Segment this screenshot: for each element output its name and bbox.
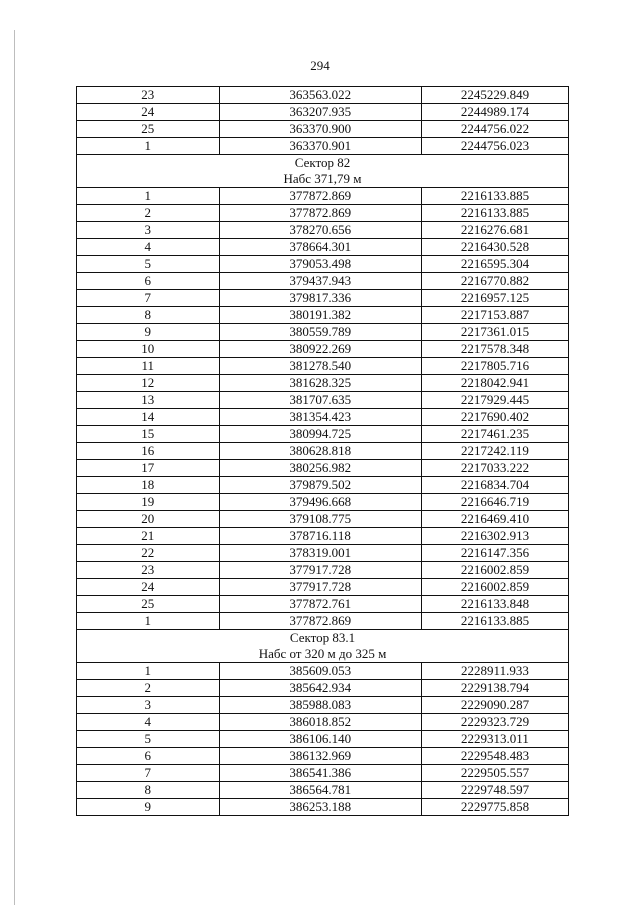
y-coordinate-cell: 2228911.933: [421, 663, 568, 680]
table-row: [77, 613, 569, 630]
table-row: [77, 104, 569, 121]
y-coordinate-cell: 2216133.848: [421, 596, 568, 613]
x-coordinate-cell: 363207.935: [219, 104, 421, 121]
x-coordinate-cell: 377872.869: [219, 188, 421, 205]
point-number-cell: 7: [77, 765, 220, 782]
table-row: [77, 460, 569, 477]
table-row: [77, 121, 569, 138]
table-row: [77, 188, 569, 205]
x-coordinate-cell: 380559.789: [219, 324, 421, 341]
section-altitude: Набс от 320 м до 325 м: [258, 646, 387, 661]
coordinates-table-body: [77, 87, 569, 816]
y-coordinate-cell: 2216430.528: [421, 239, 568, 256]
point-number-cell: 23: [77, 562, 220, 579]
point-number-cell: 4: [77, 239, 220, 256]
y-coordinate-cell: 2229775.858: [421, 799, 568, 816]
point-number-cell: 1: [77, 663, 220, 680]
table-row: [77, 494, 569, 511]
y-coordinate-cell: 2216770.882: [421, 273, 568, 290]
x-coordinate-cell: 363370.900: [219, 121, 421, 138]
x-coordinate-cell: 380994.725: [219, 426, 421, 443]
y-coordinate-cell: 2216646.719: [421, 494, 568, 511]
point-number-cell: 13: [77, 392, 220, 409]
section-header-row: [77, 630, 569, 663]
table-row: [77, 426, 569, 443]
point-number-cell: 5: [77, 731, 220, 748]
point-number-cell: 6: [77, 273, 220, 290]
table-row: [77, 87, 569, 104]
x-coordinate-cell: 378319.001: [219, 545, 421, 562]
table-row: [77, 375, 569, 392]
y-coordinate-cell: 2245229.849: [421, 87, 568, 104]
y-coordinate-cell: 2216133.885: [421, 613, 568, 630]
section-header-row: [77, 155, 569, 188]
point-number-cell: 11: [77, 358, 220, 375]
point-number-cell: 1: [77, 138, 220, 155]
point-number-cell: 3: [77, 697, 220, 714]
point-number-cell: 17: [77, 460, 220, 477]
table-row: [77, 239, 569, 256]
point-number-cell: 9: [77, 799, 220, 816]
y-coordinate-cell: 2217242.119: [421, 443, 568, 460]
x-coordinate-cell: 381707.635: [219, 392, 421, 409]
table-row: [77, 222, 569, 239]
y-coordinate-cell: 2217033.222: [421, 460, 568, 477]
point-number-cell: 8: [77, 782, 220, 799]
table-row: [77, 697, 569, 714]
table-row: [77, 579, 569, 596]
x-coordinate-cell: 386541.386: [219, 765, 421, 782]
x-coordinate-cell: 386564.781: [219, 782, 421, 799]
point-number-cell: 20: [77, 511, 220, 528]
point-number-cell: 2: [77, 680, 220, 697]
x-coordinate-cell: 379053.498: [219, 256, 421, 273]
table-row: [77, 748, 569, 765]
point-number-cell: 22: [77, 545, 220, 562]
x-coordinate-cell: 381278.540: [219, 358, 421, 375]
point-number-cell: 4: [77, 714, 220, 731]
table-row: [77, 596, 569, 613]
point-number-cell: 19: [77, 494, 220, 511]
table-row: [77, 358, 569, 375]
table-row: [77, 528, 569, 545]
point-number-cell: 8: [77, 307, 220, 324]
x-coordinate-cell: 378664.301: [219, 239, 421, 256]
table-row: [77, 409, 569, 426]
y-coordinate-cell: 2217805.716: [421, 358, 568, 375]
x-coordinate-cell: 379879.502: [219, 477, 421, 494]
table-row: [77, 731, 569, 748]
x-coordinate-cell: 377917.728: [219, 579, 421, 596]
coordinates-table: [76, 86, 569, 816]
section-altitude: Набс 371,79 м: [283, 171, 362, 186]
point-number-cell: 21: [77, 528, 220, 545]
point-number-cell: 18: [77, 477, 220, 494]
point-number-cell: 15: [77, 426, 220, 443]
x-coordinate-cell: 386018.852: [219, 714, 421, 731]
table-row: [77, 138, 569, 155]
point-number-cell: 23: [77, 87, 220, 104]
y-coordinate-cell: 2218042.941: [421, 375, 568, 392]
y-coordinate-cell: 2229748.597: [421, 782, 568, 799]
point-number-cell: 10: [77, 341, 220, 358]
point-number-cell: 25: [77, 121, 220, 138]
point-number-cell: 25: [77, 596, 220, 613]
table-row: [77, 273, 569, 290]
y-coordinate-cell: 2244756.022: [421, 121, 568, 138]
x-coordinate-cell: 386253.188: [219, 799, 421, 816]
point-number-cell: 16: [77, 443, 220, 460]
table-row: [77, 663, 569, 680]
point-number-cell: 9: [77, 324, 220, 341]
y-coordinate-cell: 2217578.348: [421, 341, 568, 358]
x-coordinate-cell: 379817.336: [219, 290, 421, 307]
x-coordinate-cell: 385609.053: [219, 663, 421, 680]
table-row: [77, 443, 569, 460]
y-coordinate-cell: 2229548.483: [421, 748, 568, 765]
section-title: Сектор 82: [294, 155, 351, 170]
table-row: [77, 341, 569, 358]
y-coordinate-cell: 2229323.729: [421, 714, 568, 731]
section-title: Сектор 83.1: [289, 630, 356, 645]
y-coordinate-cell: 2244989.174: [421, 104, 568, 121]
table-row: [77, 324, 569, 341]
section-header-cell: [77, 155, 569, 188]
x-coordinate-cell: 363563.022: [219, 87, 421, 104]
point-number-cell: 14: [77, 409, 220, 426]
y-coordinate-cell: 2217153.887: [421, 307, 568, 324]
x-coordinate-cell: 377872.761: [219, 596, 421, 613]
y-coordinate-cell: 2216002.859: [421, 579, 568, 596]
table-row: [77, 256, 569, 273]
y-coordinate-cell: 2216595.304: [421, 256, 568, 273]
y-coordinate-cell: 2216276.681: [421, 222, 568, 239]
x-coordinate-cell: 386132.969: [219, 748, 421, 765]
x-coordinate-cell: 380922.269: [219, 341, 421, 358]
x-coordinate-cell: 380256.982: [219, 460, 421, 477]
table-row: [77, 392, 569, 409]
x-coordinate-cell: 381628.325: [219, 375, 421, 392]
point-number-cell: 2: [77, 205, 220, 222]
y-coordinate-cell: 2216133.885: [421, 188, 568, 205]
x-coordinate-cell: 378270.656: [219, 222, 421, 239]
y-coordinate-cell: 2229313.011: [421, 731, 568, 748]
y-coordinate-cell: 2217929.445: [421, 392, 568, 409]
y-coordinate-cell: 2216133.885: [421, 205, 568, 222]
y-coordinate-cell: 2217361.015: [421, 324, 568, 341]
y-coordinate-cell: 2229090.287: [421, 697, 568, 714]
y-coordinate-cell: 2229138.794: [421, 680, 568, 697]
point-number-cell: 1: [77, 613, 220, 630]
point-number-cell: 6: [77, 748, 220, 765]
table-row: [77, 307, 569, 324]
table-row: [77, 545, 569, 562]
y-coordinate-cell: 2216002.859: [421, 562, 568, 579]
x-coordinate-cell: 379108.775: [219, 511, 421, 528]
table-row: [77, 714, 569, 731]
table-row: [77, 680, 569, 697]
y-coordinate-cell: 2216147.356: [421, 545, 568, 562]
x-coordinate-cell: 377872.869: [219, 205, 421, 222]
x-coordinate-cell: 378716.118: [219, 528, 421, 545]
x-coordinate-cell: 381354.423: [219, 409, 421, 426]
x-coordinate-cell: 386106.140: [219, 731, 421, 748]
point-number-cell: 7: [77, 290, 220, 307]
y-coordinate-cell: 2217461.235: [421, 426, 568, 443]
x-coordinate-cell: 379437.943: [219, 273, 421, 290]
page-number: 294: [310, 58, 330, 73]
y-coordinate-cell: 2216957.125: [421, 290, 568, 307]
point-number-cell: 24: [77, 579, 220, 596]
point-number-cell: 12: [77, 375, 220, 392]
table-row: [77, 765, 569, 782]
point-number-cell: 5: [77, 256, 220, 273]
table-row: [77, 562, 569, 579]
y-coordinate-cell: 2216834.704: [421, 477, 568, 494]
x-coordinate-cell: 379496.668: [219, 494, 421, 511]
table-row: [77, 799, 569, 816]
y-coordinate-cell: 2216469.410: [421, 511, 568, 528]
y-coordinate-cell: 2229505.557: [421, 765, 568, 782]
y-coordinate-cell: 2216302.913: [421, 528, 568, 545]
table-row: [77, 511, 569, 528]
scan-margin-line: [14, 30, 15, 905]
table-row: [77, 205, 569, 222]
y-coordinate-cell: 2217690.402: [421, 409, 568, 426]
x-coordinate-cell: 385988.083: [219, 697, 421, 714]
x-coordinate-cell: 377872.869: [219, 613, 421, 630]
x-coordinate-cell: 377917.728: [219, 562, 421, 579]
x-coordinate-cell: 385642.934: [219, 680, 421, 697]
point-number-cell: 24: [77, 104, 220, 121]
y-coordinate-cell: 2244756.023: [421, 138, 568, 155]
table-row: [77, 477, 569, 494]
point-number-cell: 3: [77, 222, 220, 239]
section-header-cell: [77, 630, 569, 663]
x-coordinate-cell: 380628.818: [219, 443, 421, 460]
x-coordinate-cell: 380191.382: [219, 307, 421, 324]
point-number-cell: 1: [77, 188, 220, 205]
table-row: [77, 290, 569, 307]
table-row: [77, 782, 569, 799]
x-coordinate-cell: 363370.901: [219, 138, 421, 155]
